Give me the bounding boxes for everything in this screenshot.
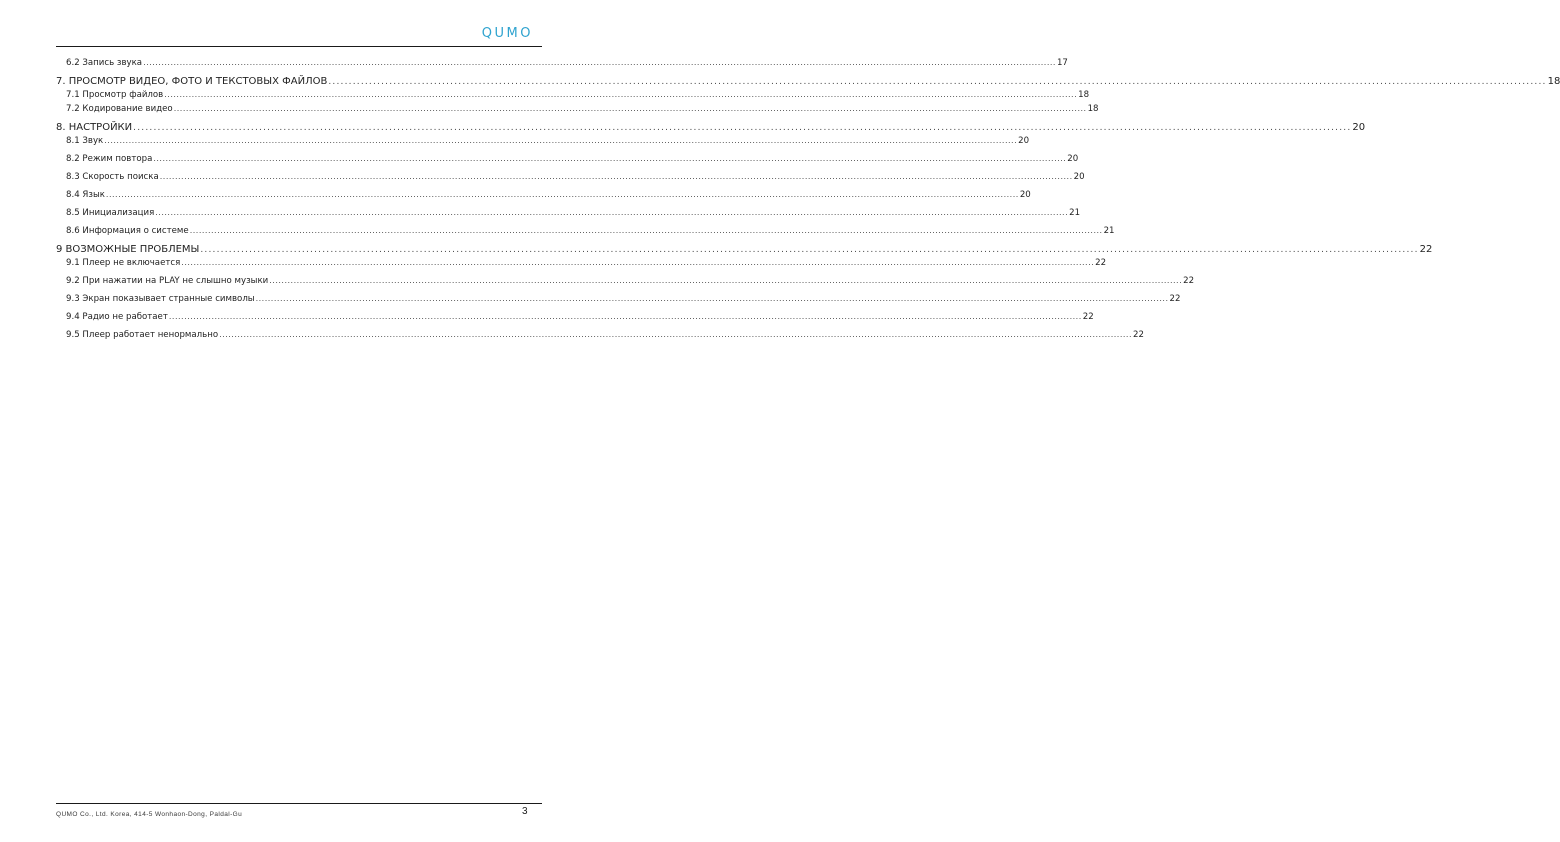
toc-entry-title: 8.5 Инициализация — [66, 208, 155, 218]
toc-entry-page: 22 — [1133, 330, 1144, 340]
table-of-contents — [56, 58, 1560, 348]
toc-entry-page: 22 — [1082, 312, 1094, 322]
toc-entry-title: 9.2 При нажатии на PLAY не слышно музыки — [66, 276, 269, 286]
toc-entry-page: 21 — [1103, 226, 1115, 236]
toc-entry-title: 9.4 Радио не работает — [66, 312, 168, 322]
toc-entry[interactable] — [56, 244, 1433, 258]
toc-entry[interactable] — [56, 226, 1115, 244]
toc-entry-page: 17 — [1056, 58, 1068, 68]
toc-entry-title: 9.3 Экран показывает странные символы — [66, 294, 255, 304]
toc-entry-page: 20 — [1067, 154, 1079, 164]
toc-dot-leader: ............................................................................................................................................................................................................................................................................................................ — [219, 330, 1133, 339]
toc-dot-leader: ............................................................................................................................................................................................................................................................................................................ — [164, 90, 1078, 99]
toc-dot-leader: ............................................................................................................................................................................................................................................................................................................ — [328, 77, 1547, 87]
toc-entry-page: 20 — [1018, 136, 1030, 146]
toc-entry[interactable] — [56, 104, 1099, 122]
toc-dot-leader: ............................................................................................................................................................................................................................................................................................................ — [173, 104, 1087, 113]
toc-entry-title: 9 ВОЗМОЖНЫЕ ПРОБЛЕМЫ — [56, 244, 200, 255]
page-number: 3 — [522, 806, 528, 817]
toc-entry-page: 21 — [1069, 208, 1081, 218]
toc-entry-title: 9.5 Плеер работает ненормально — [66, 330, 219, 340]
toc-entry-title: 7. ПРОСМОТР ВИДЕО, ФОТО И ТЕКСТОВЫХ ФАЙЛОВ — [56, 76, 328, 87]
toc-dot-leader: ............................................................................................................................................................................................................................................................................................................ — [255, 294, 1169, 303]
toc-entry[interactable] — [56, 90, 1090, 104]
toc-entry-page: 18 — [1087, 104, 1099, 114]
toc-entry[interactable] — [56, 190, 1031, 208]
toc-entry[interactable] — [56, 136, 1030, 154]
toc-entry-title: 8.3 Скорость поиска — [66, 172, 159, 182]
toc-entry-title: 8.4 Язык — [66, 190, 105, 200]
toc-entry-title: 9.1 Плеер не включается — [66, 258, 181, 268]
footer-divider — [56, 803, 542, 804]
toc-entry[interactable] — [56, 76, 1560, 90]
toc-dot-leader: ............................................................................................................................................................................................................................................................................................................ — [143, 58, 1056, 67]
toc-entry-title: 8.2 Режим повтора — [66, 154, 153, 164]
toc-dot-leader: ............................................................................................................................................................................................................................................................................................................ — [155, 208, 1069, 217]
toc-entry-title: 7.1 Просмотр файлов — [66, 90, 164, 100]
toc-entry-page: 20 — [1073, 172, 1085, 182]
qumo-logo: QUMO — [481, 26, 533, 41]
toc-entry[interactable] — [56, 208, 1081, 226]
toc-entry[interactable] — [56, 276, 1195, 294]
footer-company-address: QUMO Co., Ltd. Korea, 414-5 Wonhaon-Dong, Paldal-Gu — [56, 811, 243, 818]
toc-dot-leader: ............................................................................................................................................................................................................................................................................................................ — [104, 136, 1018, 145]
toc-entry-page: 20 — [1019, 190, 1031, 200]
toc-entry-page: 22 — [1095, 258, 1107, 268]
toc-dot-leader: ............................................................................................................................................................................................................................................................................................................ — [269, 276, 1183, 285]
toc-entry-title: 6.2 Запись звука — [66, 58, 143, 68]
toc-entry[interactable] — [56, 294, 1181, 312]
toc-entry-page: 22 — [1169, 294, 1181, 304]
toc-entry[interactable] — [56, 154, 1079, 172]
toc-entry[interactable] — [56, 122, 1366, 136]
toc-entry-page: 20 — [1352, 122, 1366, 133]
toc-entry-title: 8.1 Звук — [66, 136, 104, 146]
toc-entry[interactable] — [56, 330, 1144, 348]
toc-entry-title: 7.2 Кодирование видео — [66, 104, 173, 114]
toc-dot-leader: ............................................................................................................................................................................................................................................................................................................ — [200, 245, 1419, 255]
toc-dot-leader: ............................................................................................................................................................................................................................................................................................................ — [168, 312, 1082, 321]
toc-entry-page: 22 — [1419, 244, 1433, 255]
toc-entry-title: 8. НАСТРОЙКИ — [56, 122, 133, 133]
toc-entry-page: 18 — [1078, 90, 1090, 100]
toc-entry-page: 22 — [1183, 276, 1195, 286]
header-divider — [56, 46, 542, 47]
toc-dot-leader: ............................................................................................................................................................................................................................................................................................................ — [105, 190, 1019, 199]
toc-dot-leader: ............................................................................................................................................................................................................................................................................................................ — [189, 226, 1103, 235]
toc-dot-leader: ............................................................................................................................................................................................................................................................................................................ — [181, 258, 1095, 267]
toc-entry[interactable] — [56, 312, 1094, 330]
toc-dot-leader: ............................................................................................................................................................................................................................................................................................................ — [159, 172, 1073, 181]
toc-entry-page: 18 — [1547, 76, 1560, 87]
toc-dot-leader: ............................................................................................................................................................................................................................................................................................................ — [153, 154, 1067, 163]
toc-entry-title: 8.6 Информация о системе — [66, 226, 189, 236]
toc-entry[interactable] — [56, 258, 1107, 276]
toc-entry[interactable] — [56, 58, 1068, 76]
toc-dot-leader: ............................................................................................................................................................................................................................................................................................................ — [133, 123, 1352, 133]
toc-entry[interactable] — [56, 172, 1085, 190]
